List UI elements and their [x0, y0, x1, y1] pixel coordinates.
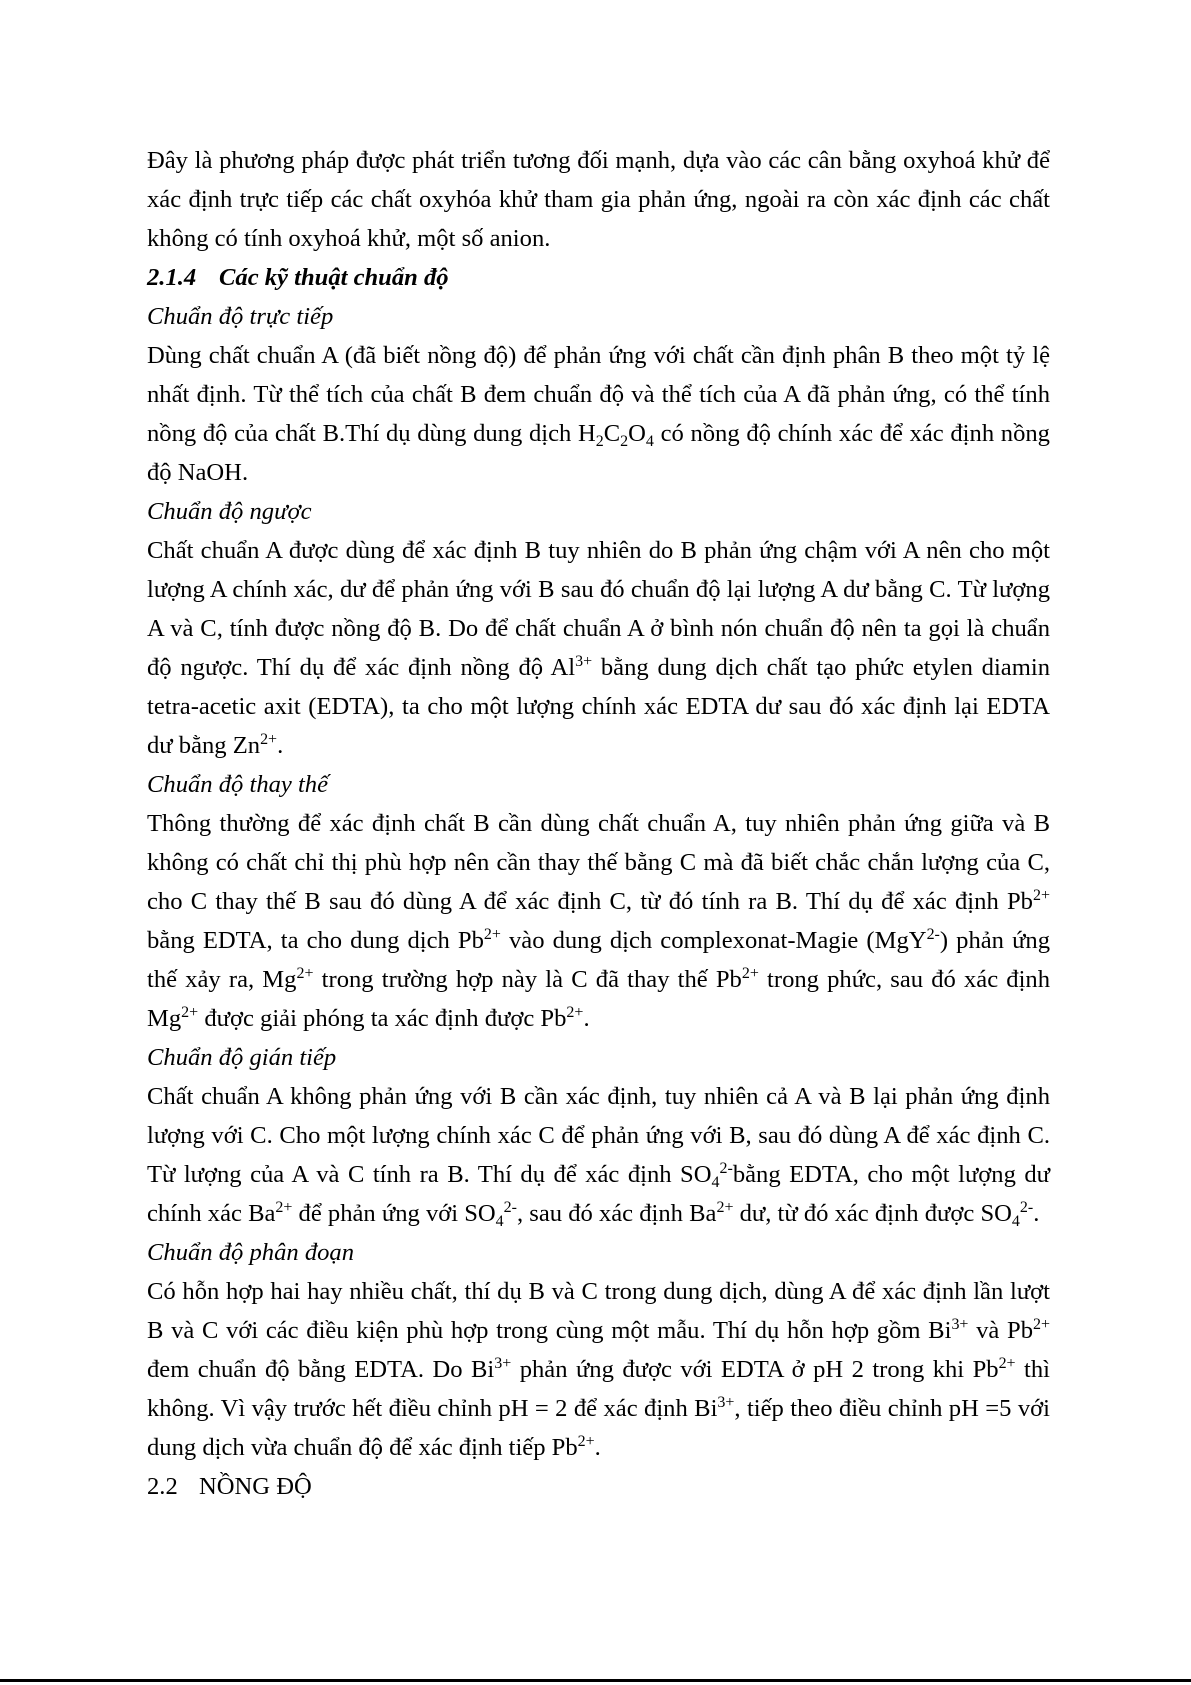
paragraph-fractional-titration: Có hỗn hợp hai hay nhiều chất, thí dụ B và C trong dung dịch, dùng A để xác định lần lượt B và C với các điều kiện phù hợp trong cùng một mẫu. Thí dụ hỗn hợp gồm $Bi^{3+}$ và $Pb^{2+}$ đem chuẩn độ bằng EDTA. Do $Bi^{3+}$ phản ứng được với EDTA ở pH 2 trong khi $Pb^{2+}$ thì không. Vì vậy trước hết điều chỉnh pH = 2 để xác định $Bi^{3+}$, tiếp theo điều chỉnh pH =5 với dung dịch vừa chuẩn độ để xác định tiếp $Pb^{2+}$.: [147, 1278, 1051, 1461]
section-title: NỒNG ĐỘ: [199, 1473, 312, 1500]
section-number: 2.1.4: [147, 264, 197, 291]
section-title: Các kỹ thuật chuẩn độ: [219, 264, 449, 291]
subheading-direct-titration: Chuẩn độ trực tiếp: [147, 303, 334, 330]
subheading-substitution-titration: Chuẩn độ thay thế: [147, 771, 329, 798]
paragraph-direct-titration: Dùng chất chuẩn A (đã biết nồng độ) để phản ứng với chất cần định phân B theo một tỷ lệ nhất định. Từ thể tích của chất B đem chuẩn độ và thể tích của A đã phản ứng, có thể tính nồng độ của chất B.Thí dụ dùng dung dịch $H_2C_2O_4$ có nồng độ chính xác để xác định nồng độ NaOH.: [147, 342, 1050, 486]
page-bottom-rule: [0, 1679, 1191, 1682]
section-heading-2-1-4: [147, 258, 1050, 297]
paragraph-back-titration: Chất chuẩn A được dùng để xác định B tuy nhiên do B phản ứng chậm với A nên cho một lượng A chính xác, dư để phản ứng với B sau đó chuẩn độ lại lượng A dư bằng C. Từ lượng A và C, tính được nồng độ B. Do để chất chuẩn A ở bình nón chuẩn độ nên ta gọi là chuẩn độ ngược. Thí dụ để xác định nồng độ $Al^{3+}$ bằng dung dịch chất tạo phức etylen diamin tetra-acetic axit (EDTA), ta cho một lượng chính xác EDTA dư sau đó xác định lại EDTA dư bằng $Zn^{2+}$.: [147, 537, 1050, 759]
intro-text: Đây là phương pháp được phát triển tương đối mạnh, dựa vào các cân bằng oxyhoá khử để xác định trực tiếp các chất oxyhóa khử tham gia phản ứng, ngoài ra còn xác định các chất không có tính oxyhoá khử, một số anion.: [147, 147, 1050, 252]
page-content: [147, 141, 1050, 1506]
intro-paragraph: [147, 141, 1050, 258]
paragraph-substitution-titration: Thông thường để xác định chất B cần dùng chất chuẩn A, tuy nhiên phản ứng giữa và B không có chất chỉ thị phù hợp nên cần thay thế bằng C mà đã biết chắc chắn lượng của C, cho C thay thế B sau đó dùng A để xác định C, từ đó tính ra B. Thí dụ để xác định $Pb^{2+}$ bằng EDTA, ta cho dung dịch $Pb^{2+}$ vào dung dịch complexonat-Magie (MgY$^{2-}$) phản ứng thế xảy ra, $Mg^{2+}$ trong trường hợp này là C đã thay thế $Pb^{2+}$ trong phức, sau đó xác định $Mg^{2+}$ được giải phóng ta xác định được $Pb^{2+}$.: [147, 810, 1051, 1032]
subheading-indirect-titration: Chuẩn độ gián tiếp: [147, 1044, 337, 1071]
section-number: 2.2: [147, 1473, 178, 1500]
subheading-fractional-titration: Chuẩn độ phân đoạn: [147, 1239, 355, 1266]
subheading-back-titration: Chuẩn độ ngược: [147, 498, 312, 525]
section-heading-2-2: [147, 1467, 1050, 1506]
paragraph-indirect-titration: Chất chuẩn A không phản ứng với B cần xác định, tuy nhiên cả A và B lại phản ứng định lượng với C. Cho một lượng chính xác C để phản ứng với B, sau đó dùng A để xác định C. Từ lượng của A và C tính ra B. Thí dụ để xác định $SO_4^{2-}bằng$ EDTA, cho một lượng dư chính xác $Ba^{2+}$ để phản ứng với $SO_4^{2-}$, sau đó xác định $Ba^{2+}$ dư, từ đó xác định được $SO_4^{2-}$.: [147, 1083, 1050, 1230]
